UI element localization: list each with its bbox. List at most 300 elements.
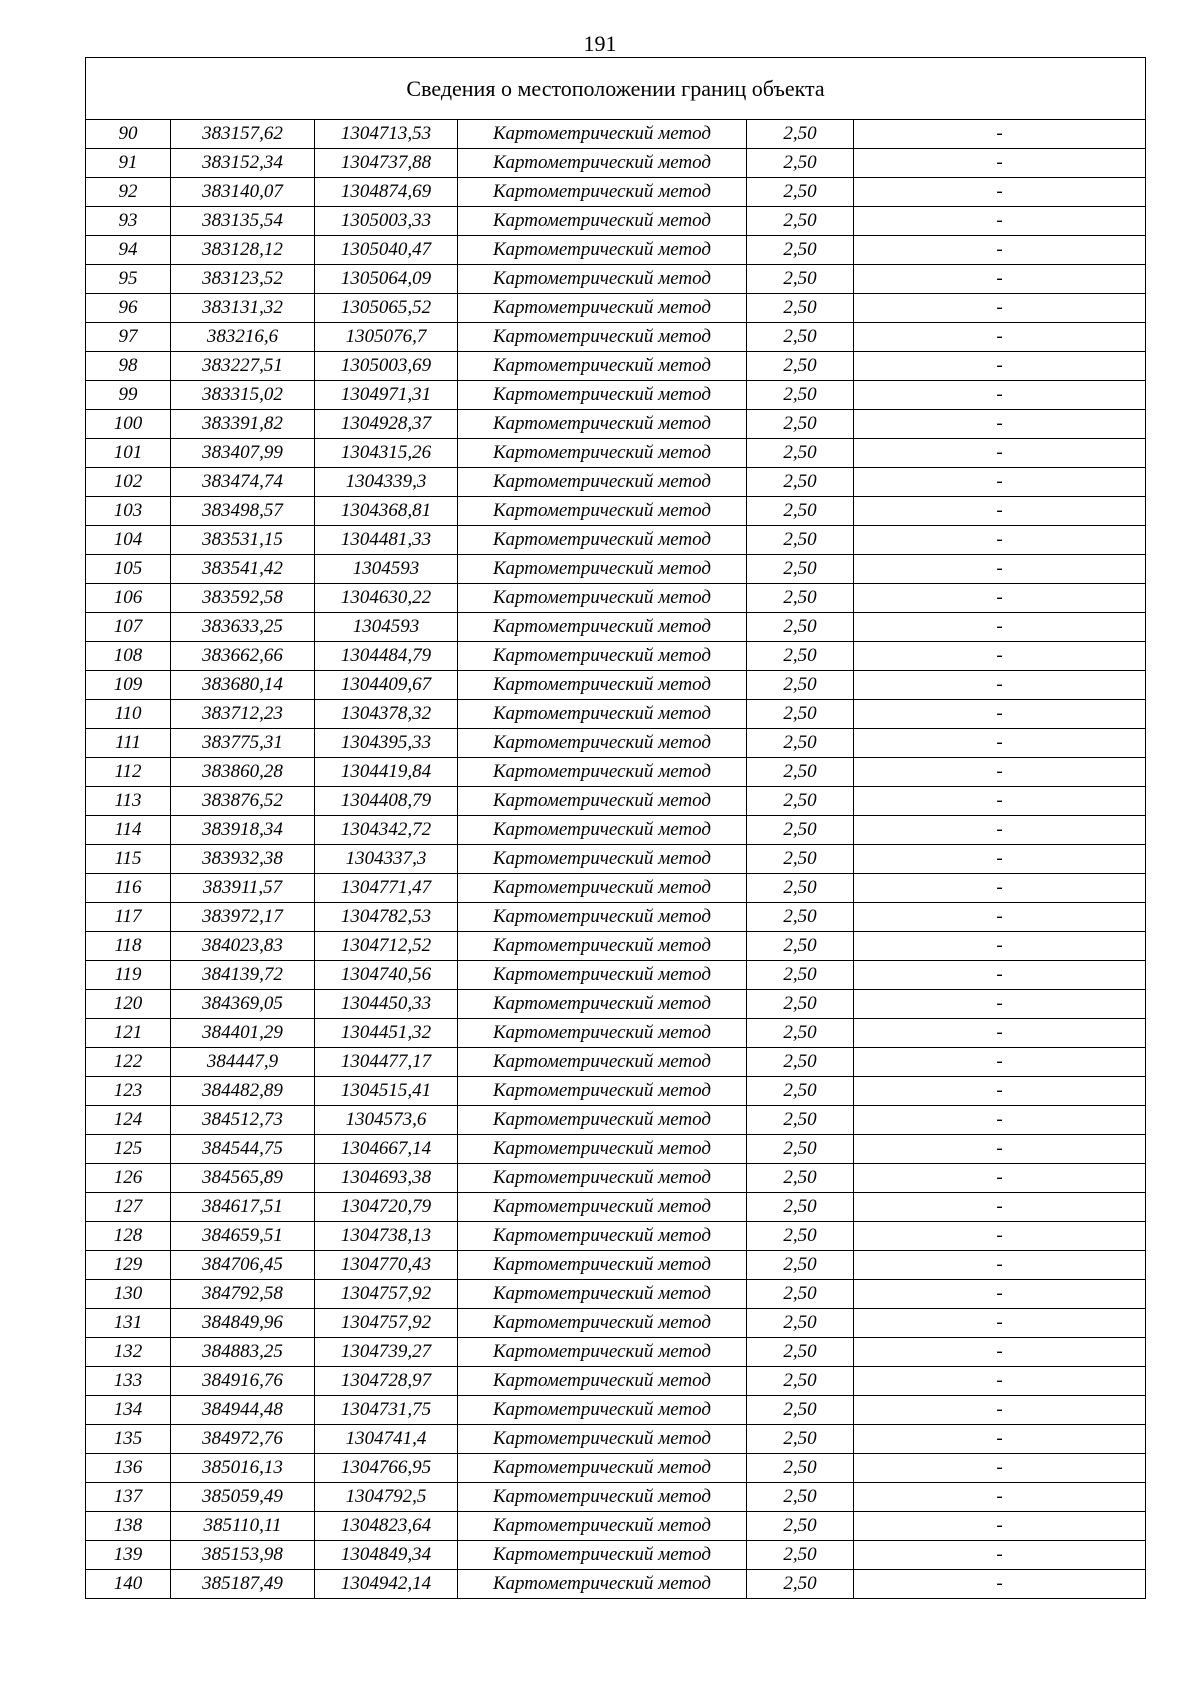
- table-row: [86, 207, 1146, 236]
- y-coordinate-cell: 1304593: [315, 613, 458, 642]
- table-row: [86, 1222, 1146, 1251]
- accuracy-cell: 2,50: [747, 1135, 854, 1164]
- accuracy-cell: 2,50: [747, 613, 854, 642]
- y-coordinate-cell: 1304720,79: [315, 1193, 458, 1222]
- table-row: [86, 1425, 1146, 1454]
- accuracy-cell: 2,50: [747, 642, 854, 671]
- x-coordinate-cell: 383860,28: [171, 758, 315, 787]
- table-row: [86, 1251, 1146, 1280]
- x-coordinate-cell: 383135,54: [171, 207, 315, 236]
- y-coordinate-cell: 1304368,81: [315, 497, 458, 526]
- y-coordinate-cell: 1304395,33: [315, 729, 458, 758]
- method-cell: Картометрический метод: [458, 700, 747, 729]
- description-cell: -: [854, 439, 1146, 468]
- y-coordinate-cell: 1304849,34: [315, 1541, 458, 1570]
- point-number-cell: 132: [86, 1338, 171, 1367]
- description-cell: -: [854, 1106, 1146, 1135]
- method-cell: Картометрический метод: [458, 758, 747, 787]
- point-number-cell: 120: [86, 990, 171, 1019]
- method-cell: Картометрический метод: [458, 1280, 747, 1309]
- description-cell: -: [854, 816, 1146, 845]
- table-row: [86, 613, 1146, 642]
- table-row: [86, 323, 1146, 352]
- x-coordinate-cell: 383911,57: [171, 874, 315, 903]
- x-coordinate-cell: 384482,89: [171, 1077, 315, 1106]
- x-coordinate-cell: 384139,72: [171, 961, 315, 990]
- method-cell: Картометрический метод: [458, 584, 747, 613]
- table-title: Сведения о местоположении границ объекта: [86, 58, 1146, 120]
- method-cell: Картометрический метод: [458, 236, 747, 265]
- point-number-cell: 129: [86, 1251, 171, 1280]
- y-coordinate-cell: 1304667,14: [315, 1135, 458, 1164]
- table-row: [86, 1193, 1146, 1222]
- x-coordinate-cell: 383498,57: [171, 497, 315, 526]
- y-coordinate-cell: 1304630,22: [315, 584, 458, 613]
- point-number-cell: 91: [86, 149, 171, 178]
- x-coordinate-cell: 384972,76: [171, 1425, 315, 1454]
- table-row: [86, 816, 1146, 845]
- point-number-cell: 130: [86, 1280, 171, 1309]
- point-number-cell: 139: [86, 1541, 171, 1570]
- x-coordinate-cell: 384512,73: [171, 1106, 315, 1135]
- table-row: [86, 352, 1146, 381]
- y-coordinate-cell: 1304342,72: [315, 816, 458, 845]
- point-number-cell: 127: [86, 1193, 171, 1222]
- point-number-cell: 121: [86, 1019, 171, 1048]
- x-coordinate-cell: 384883,25: [171, 1338, 315, 1367]
- point-number-cell: 119: [86, 961, 171, 990]
- table-row: [86, 1396, 1146, 1425]
- x-coordinate-cell: 384659,51: [171, 1222, 315, 1251]
- point-number-cell: 113: [86, 787, 171, 816]
- description-cell: -: [854, 1425, 1146, 1454]
- table-row: [86, 439, 1146, 468]
- page-number: 191: [583, 31, 617, 56]
- y-coordinate-cell: 1304766,95: [315, 1454, 458, 1483]
- y-coordinate-cell: 1304770,43: [315, 1251, 458, 1280]
- accuracy-cell: 2,50: [747, 1222, 854, 1251]
- x-coordinate-cell: 383633,25: [171, 613, 315, 642]
- point-number-cell: 101: [86, 439, 171, 468]
- accuracy-cell: 2,50: [747, 352, 854, 381]
- accuracy-cell: 2,50: [747, 265, 854, 294]
- method-cell: Картометрический метод: [458, 816, 747, 845]
- description-cell: -: [854, 932, 1146, 961]
- point-number-cell: 114: [86, 816, 171, 845]
- x-coordinate-cell: 383531,15: [171, 526, 315, 555]
- x-coordinate-cell: 384792,58: [171, 1280, 315, 1309]
- table-row: [86, 1483, 1146, 1512]
- x-coordinate-cell: 384401,29: [171, 1019, 315, 1048]
- accuracy-cell: 2,50: [747, 1309, 854, 1338]
- y-coordinate-cell: 1304971,31: [315, 381, 458, 410]
- description-cell: -: [854, 1222, 1146, 1251]
- description-cell: -: [854, 236, 1146, 265]
- point-number-cell: 138: [86, 1512, 171, 1541]
- x-coordinate-cell: 383227,51: [171, 352, 315, 381]
- x-coordinate-cell: 383918,34: [171, 816, 315, 845]
- accuracy-cell: 2,50: [747, 207, 854, 236]
- accuracy-cell: 2,50: [747, 1367, 854, 1396]
- description-cell: -: [854, 729, 1146, 758]
- method-cell: Картометрический метод: [458, 613, 747, 642]
- accuracy-cell: 2,50: [747, 439, 854, 468]
- description-cell: -: [854, 613, 1146, 642]
- description-cell: -: [854, 1135, 1146, 1164]
- x-coordinate-cell: 383972,17: [171, 903, 315, 932]
- y-coordinate-cell: 1304378,32: [315, 700, 458, 729]
- point-number-cell: 104: [86, 526, 171, 555]
- x-coordinate-cell: 383123,52: [171, 265, 315, 294]
- point-number-cell: 100: [86, 410, 171, 439]
- y-coordinate-cell: 1304757,92: [315, 1280, 458, 1309]
- method-cell: Картометрический метод: [458, 555, 747, 584]
- x-coordinate-cell: 384849,96: [171, 1309, 315, 1338]
- y-coordinate-cell: 1305064,09: [315, 265, 458, 294]
- point-number-cell: 126: [86, 1164, 171, 1193]
- table-row: [86, 932, 1146, 961]
- x-coordinate-cell: 385059,49: [171, 1483, 315, 1512]
- accuracy-cell: 2,50: [747, 990, 854, 1019]
- table-row: [86, 700, 1146, 729]
- point-number-cell: 131: [86, 1309, 171, 1338]
- y-coordinate-cell: 1304339,3: [315, 468, 458, 497]
- description-cell: -: [854, 990, 1146, 1019]
- x-coordinate-cell: 383541,42: [171, 555, 315, 584]
- description-cell: -: [854, 497, 1146, 526]
- method-cell: Картометрический метод: [458, 932, 747, 961]
- accuracy-cell: 2,50: [747, 961, 854, 990]
- x-coordinate-cell: 385110,11: [171, 1512, 315, 1541]
- x-coordinate-cell: 383592,58: [171, 584, 315, 613]
- accuracy-cell: 2,50: [747, 1193, 854, 1222]
- table-row: [86, 1077, 1146, 1106]
- method-cell: Картометрический метод: [458, 642, 747, 671]
- point-number-cell: 90: [86, 120, 171, 149]
- x-coordinate-cell: 383680,14: [171, 671, 315, 700]
- accuracy-cell: 2,50: [747, 410, 854, 439]
- method-cell: Картометрический метод: [458, 149, 747, 178]
- point-number-cell: 137: [86, 1483, 171, 1512]
- description-cell: -: [854, 526, 1146, 555]
- y-coordinate-cell: 1304739,27: [315, 1338, 458, 1367]
- table-row: [86, 671, 1146, 700]
- description-cell: -: [854, 207, 1146, 236]
- accuracy-cell: 2,50: [747, 1106, 854, 1135]
- description-cell: -: [854, 1280, 1146, 1309]
- method-cell: Картометрический метод: [458, 729, 747, 758]
- accuracy-cell: 2,50: [747, 294, 854, 323]
- method-cell: Картометрический метод: [458, 1164, 747, 1193]
- point-number-cell: 136: [86, 1454, 171, 1483]
- y-coordinate-cell: 1304738,13: [315, 1222, 458, 1251]
- method-cell: Картометрический метод: [458, 874, 747, 903]
- accuracy-cell: 2,50: [747, 1483, 854, 1512]
- y-coordinate-cell: 1304823,64: [315, 1512, 458, 1541]
- boundary-coordinates-table: [85, 57, 1146, 1599]
- x-coordinate-cell: 384565,89: [171, 1164, 315, 1193]
- description-cell: -: [854, 642, 1146, 671]
- table-row: [86, 120, 1146, 149]
- point-number-cell: 103: [86, 497, 171, 526]
- description-cell: -: [854, 265, 1146, 294]
- point-number-cell: 133: [86, 1367, 171, 1396]
- description-cell: -: [854, 874, 1146, 903]
- x-coordinate-cell: 383128,12: [171, 236, 315, 265]
- table-row: [86, 903, 1146, 932]
- method-cell: Картометрический метод: [458, 1512, 747, 1541]
- table-row: [86, 1367, 1146, 1396]
- x-coordinate-cell: 384023,83: [171, 932, 315, 961]
- table-row: [86, 584, 1146, 613]
- y-coordinate-cell: 1304731,75: [315, 1396, 458, 1425]
- method-cell: Картометрический метод: [458, 903, 747, 932]
- point-number-cell: 99: [86, 381, 171, 410]
- y-coordinate-cell: 1305040,47: [315, 236, 458, 265]
- accuracy-cell: 2,50: [747, 1454, 854, 1483]
- accuracy-cell: 2,50: [747, 1512, 854, 1541]
- table-row: [86, 1309, 1146, 1338]
- y-coordinate-cell: 1304409,67: [315, 671, 458, 700]
- method-cell: Картометрический метод: [458, 671, 747, 700]
- point-number-cell: 108: [86, 642, 171, 671]
- accuracy-cell: 2,50: [747, 178, 854, 207]
- x-coordinate-cell: 383474,74: [171, 468, 315, 497]
- y-coordinate-cell: 1304737,88: [315, 149, 458, 178]
- table-row: [86, 236, 1146, 265]
- y-coordinate-cell: 1304792,5: [315, 1483, 458, 1512]
- x-coordinate-cell: 383152,34: [171, 149, 315, 178]
- table-row: [86, 642, 1146, 671]
- table-row: [86, 265, 1146, 294]
- table-title-row: [86, 58, 1146, 120]
- description-cell: -: [854, 671, 1146, 700]
- method-cell: Картометрический метод: [458, 1193, 747, 1222]
- table-row: [86, 1512, 1146, 1541]
- description-cell: -: [854, 1454, 1146, 1483]
- accuracy-cell: 2,50: [747, 1541, 854, 1570]
- accuracy-cell: 2,50: [747, 1048, 854, 1077]
- method-cell: Картометрический метод: [458, 1135, 747, 1164]
- method-cell: Картометрический метод: [458, 207, 747, 236]
- description-cell: -: [854, 1570, 1146, 1599]
- y-coordinate-cell: 1304450,33: [315, 990, 458, 1019]
- table-row: [86, 555, 1146, 584]
- table-row: [86, 526, 1146, 555]
- accuracy-cell: 2,50: [747, 729, 854, 758]
- description-cell: -: [854, 555, 1146, 584]
- point-number-cell: 116: [86, 874, 171, 903]
- method-cell: Картометрический метод: [458, 439, 747, 468]
- accuracy-cell: 2,50: [747, 584, 854, 613]
- point-number-cell: 94: [86, 236, 171, 265]
- x-coordinate-cell: 384544,75: [171, 1135, 315, 1164]
- x-coordinate-cell: 384369,05: [171, 990, 315, 1019]
- method-cell: Картометрический метод: [458, 1454, 747, 1483]
- description-cell: -: [854, 758, 1146, 787]
- table-row: [86, 1106, 1146, 1135]
- method-cell: Картометрический метод: [458, 990, 747, 1019]
- y-coordinate-cell: 1304693,38: [315, 1164, 458, 1193]
- x-coordinate-cell: 385153,98: [171, 1541, 315, 1570]
- description-cell: -: [854, 468, 1146, 497]
- point-number-cell: 107: [86, 613, 171, 642]
- point-number-cell: 123: [86, 1077, 171, 1106]
- description-cell: -: [854, 584, 1146, 613]
- x-coordinate-cell: 385187,49: [171, 1570, 315, 1599]
- x-coordinate-cell: 383157,62: [171, 120, 315, 149]
- y-coordinate-cell: 1304315,26: [315, 439, 458, 468]
- description-cell: -: [854, 294, 1146, 323]
- y-coordinate-cell: 1304874,69: [315, 178, 458, 207]
- description-cell: -: [854, 700, 1146, 729]
- table-row: [86, 874, 1146, 903]
- description-cell: -: [854, 845, 1146, 874]
- point-number-cell: 124: [86, 1106, 171, 1135]
- table-row: [86, 1135, 1146, 1164]
- accuracy-cell: 2,50: [747, 526, 854, 555]
- table-row: [86, 1541, 1146, 1570]
- accuracy-cell: 2,50: [747, 381, 854, 410]
- method-cell: Картометрический метод: [458, 1483, 747, 1512]
- accuracy-cell: 2,50: [747, 816, 854, 845]
- method-cell: Картометрический метод: [458, 1309, 747, 1338]
- accuracy-cell: 2,50: [747, 149, 854, 178]
- point-number-cell: 96: [86, 294, 171, 323]
- table-row: [86, 381, 1146, 410]
- table-row: [86, 1164, 1146, 1193]
- method-cell: Картометрический метод: [458, 1425, 747, 1454]
- description-cell: -: [854, 1541, 1146, 1570]
- method-cell: Картометрический метод: [458, 845, 747, 874]
- y-coordinate-cell: 1304713,53: [315, 120, 458, 149]
- point-number-cell: 102: [86, 468, 171, 497]
- method-cell: Картометрический метод: [458, 1222, 747, 1251]
- y-coordinate-cell: 1305003,33: [315, 207, 458, 236]
- method-cell: Картометрический метод: [458, 1019, 747, 1048]
- description-cell: -: [854, 410, 1146, 439]
- x-coordinate-cell: 384916,76: [171, 1367, 315, 1396]
- y-coordinate-cell: 1304771,47: [315, 874, 458, 903]
- description-cell: -: [854, 323, 1146, 352]
- table-row: [86, 758, 1146, 787]
- x-coordinate-cell: 383140,07: [171, 178, 315, 207]
- point-number-cell: 118: [86, 932, 171, 961]
- accuracy-cell: 2,50: [747, 555, 854, 584]
- accuracy-cell: 2,50: [747, 932, 854, 961]
- x-coordinate-cell: 383775,31: [171, 729, 315, 758]
- table-row: [86, 845, 1146, 874]
- point-number-cell: 92: [86, 178, 171, 207]
- accuracy-cell: 2,50: [747, 1280, 854, 1309]
- accuracy-cell: 2,50: [747, 903, 854, 932]
- method-cell: Картометрический метод: [458, 1396, 747, 1425]
- method-cell: Картометрический метод: [458, 1251, 747, 1280]
- x-coordinate-cell: 383932,38: [171, 845, 315, 874]
- table-row: [86, 178, 1146, 207]
- table-row: [86, 961, 1146, 990]
- method-cell: Картометрический метод: [458, 381, 747, 410]
- description-cell: -: [854, 1077, 1146, 1106]
- y-coordinate-cell: 1304573,6: [315, 1106, 458, 1135]
- accuracy-cell: 2,50: [747, 787, 854, 816]
- y-coordinate-cell: 1304728,97: [315, 1367, 458, 1396]
- table-row: [86, 149, 1146, 178]
- point-number-cell: 125: [86, 1135, 171, 1164]
- method-cell: Картометрический метод: [458, 787, 747, 816]
- y-coordinate-cell: 1304515,41: [315, 1077, 458, 1106]
- method-cell: Картометрический метод: [458, 294, 747, 323]
- table-row: [86, 1019, 1146, 1048]
- y-coordinate-cell: 1305003,69: [315, 352, 458, 381]
- method-cell: Картометрический метод: [458, 1338, 747, 1367]
- accuracy-cell: 2,50: [747, 120, 854, 149]
- description-cell: -: [854, 1309, 1146, 1338]
- x-coordinate-cell: 383216,6: [171, 323, 315, 352]
- description-cell: -: [854, 1164, 1146, 1193]
- point-number-cell: 95: [86, 265, 171, 294]
- accuracy-cell: 2,50: [747, 874, 854, 903]
- x-coordinate-cell: 383131,32: [171, 294, 315, 323]
- y-coordinate-cell: 1304712,52: [315, 932, 458, 961]
- description-cell: -: [854, 1396, 1146, 1425]
- table-row: [86, 787, 1146, 816]
- accuracy-cell: 2,50: [747, 1251, 854, 1280]
- point-number-cell: 128: [86, 1222, 171, 1251]
- description-cell: -: [854, 1019, 1146, 1048]
- method-cell: Картометрический метод: [458, 323, 747, 352]
- accuracy-cell: 2,50: [747, 497, 854, 526]
- accuracy-cell: 2,50: [747, 845, 854, 874]
- accuracy-cell: 2,50: [747, 700, 854, 729]
- method-cell: Картометрический метод: [458, 1541, 747, 1570]
- table-row: [86, 1454, 1146, 1483]
- table-row: [86, 497, 1146, 526]
- point-number-cell: 140: [86, 1570, 171, 1599]
- table-row: [86, 294, 1146, 323]
- y-coordinate-cell: 1304593: [315, 555, 458, 584]
- description-cell: -: [854, 1251, 1146, 1280]
- table-row: [86, 990, 1146, 1019]
- point-number-cell: 135: [86, 1425, 171, 1454]
- y-coordinate-cell: 1304481,33: [315, 526, 458, 555]
- method-cell: Картометрический метод: [458, 497, 747, 526]
- description-cell: -: [854, 1193, 1146, 1222]
- description-cell: -: [854, 120, 1146, 149]
- accuracy-cell: 2,50: [747, 671, 854, 700]
- accuracy-cell: 2,50: [747, 236, 854, 265]
- x-coordinate-cell: 383315,02: [171, 381, 315, 410]
- x-coordinate-cell: 384706,45: [171, 1251, 315, 1280]
- x-coordinate-cell: 383876,52: [171, 787, 315, 816]
- x-coordinate-cell: 384617,51: [171, 1193, 315, 1222]
- y-coordinate-cell: 1304337,3: [315, 845, 458, 874]
- description-cell: -: [854, 381, 1146, 410]
- table-row: [86, 410, 1146, 439]
- y-coordinate-cell: 1304477,17: [315, 1048, 458, 1077]
- method-cell: Картометрический метод: [458, 468, 747, 497]
- method-cell: Картометрический метод: [458, 1106, 747, 1135]
- accuracy-cell: 2,50: [747, 1338, 854, 1367]
- description-cell: -: [854, 1048, 1146, 1077]
- accuracy-cell: 2,50: [747, 758, 854, 787]
- description-cell: -: [854, 178, 1146, 207]
- x-coordinate-cell: 383712,23: [171, 700, 315, 729]
- accuracy-cell: 2,50: [747, 1396, 854, 1425]
- method-cell: Картометрический метод: [458, 410, 747, 439]
- y-coordinate-cell: 1304740,56: [315, 961, 458, 990]
- description-cell: -: [854, 1367, 1146, 1396]
